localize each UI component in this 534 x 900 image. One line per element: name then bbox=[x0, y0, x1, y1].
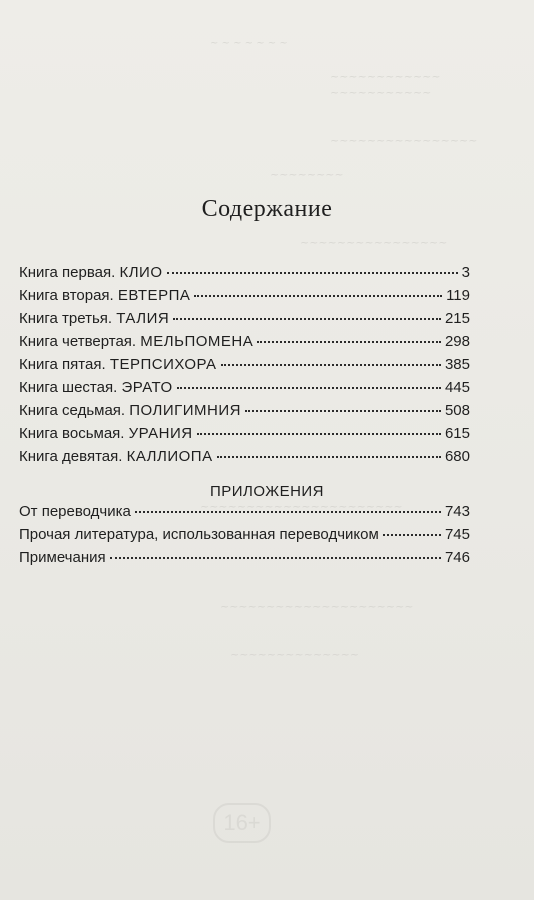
toc-page-number: 508 bbox=[444, 402, 470, 419]
toc-entry-book-7[interactable] bbox=[19, 402, 470, 425]
toc-page-number: 3 bbox=[461, 264, 470, 281]
dot-leader bbox=[257, 341, 441, 343]
appendix-heading: ПРИЛОЖЕНИЯ bbox=[209, 483, 325, 500]
dot-leader bbox=[221, 364, 441, 366]
toc-page-number: 615 bbox=[444, 425, 470, 442]
toc-entry-label: Книга девятая. КАЛЛИОПА bbox=[19, 448, 213, 465]
dot-leader bbox=[167, 272, 458, 274]
toc-page-number: 680 bbox=[444, 448, 470, 465]
toc-page-number: 385 bbox=[444, 356, 470, 373]
toc-entry-book-5[interactable] bbox=[19, 356, 470, 379]
page-title: Содержание bbox=[201, 196, 333, 222]
toc-entry-label: Книга вторая. ЕВТЕРПА bbox=[19, 287, 191, 304]
toc-entry-label: Книга первая. КЛИО bbox=[19, 264, 163, 281]
toc-entry-label: Книга шестая. ЭРАТО bbox=[19, 379, 173, 396]
dot-leader bbox=[197, 433, 441, 435]
toc-page-number: 298 bbox=[444, 333, 470, 350]
dot-leader bbox=[177, 387, 441, 389]
show-through-text: ~~~~~~~~~~~~~~~~ bbox=[300, 236, 448, 249]
toc-entry-notes[interactable] bbox=[19, 549, 470, 572]
show-through-text: ~~~~~~~~~~~~~~~~~~~~~ bbox=[220, 600, 414, 613]
toc-entry-book-1[interactable] bbox=[19, 264, 470, 287]
toc-entry-book-3[interactable] bbox=[19, 310, 470, 333]
dot-leader bbox=[245, 410, 441, 412]
show-through-text: ~~~~~~~~~~~~~~~~~~~~~~ bbox=[200, 500, 403, 513]
toc-entry-label: Книга пятая. ТЕРПСИХОРА bbox=[19, 356, 217, 373]
dot-leader bbox=[173, 318, 441, 320]
show-through-text: ~~~~~~~~ bbox=[270, 168, 344, 181]
toc-page-number: 445 bbox=[444, 379, 470, 396]
toc-entry-book-4[interactable] bbox=[19, 333, 470, 356]
toc-page-number: 119 bbox=[446, 287, 470, 304]
toc-page-number: 215 bbox=[444, 310, 470, 327]
toc-entry-other-literature[interactable] bbox=[19, 526, 470, 549]
show-through-text: ~~~~~~~~~~~~~~ bbox=[230, 648, 360, 661]
dot-leader bbox=[194, 295, 442, 297]
show-through-text: ~~~~~~~~~~~~ bbox=[330, 70, 441, 83]
toc-entry-translator-note[interactable] bbox=[19, 503, 470, 526]
toc-entry-label: Прочая литература, использованная переводчиком bbox=[19, 526, 379, 543]
toc-entry-book-9[interactable] bbox=[19, 448, 470, 471]
dot-leader bbox=[383, 534, 441, 536]
show-through-text: ~ ~ ~ ~ ~ ~ ~ bbox=[210, 38, 288, 49]
toc-entry-label: Книга третья. ТАЛИЯ bbox=[19, 310, 170, 327]
show-through-text: ~~~~~~~~~~~~~~~~ bbox=[330, 134, 478, 147]
toc-entry-label: Книга восьмая. УРАНИЯ bbox=[19, 425, 193, 442]
toc-entry-book-6[interactable] bbox=[19, 379, 470, 402]
dot-leader bbox=[110, 557, 441, 559]
toc-page-number: 743 bbox=[444, 503, 470, 520]
toc-page-number: 745 bbox=[444, 526, 470, 543]
appendix-list bbox=[19, 503, 470, 572]
toc-entry-label: Книга четвертая. МЕЛЬПОМЕНА bbox=[19, 333, 254, 350]
table-of-contents bbox=[19, 264, 470, 471]
age-rating-badge: 16+ bbox=[213, 803, 271, 843]
dot-leader bbox=[135, 511, 441, 513]
dot-leader bbox=[217, 456, 441, 458]
toc-entry-book-2[interactable] bbox=[19, 287, 470, 310]
toc-entry-label: Примечания bbox=[19, 549, 106, 566]
toc-entry-label: Книга седьмая. ПОЛИГИМНИЯ bbox=[19, 402, 242, 419]
show-through-text: ~~~~~~~~~~~ bbox=[330, 86, 432, 99]
toc-page-number: 746 bbox=[444, 549, 470, 566]
toc-entry-book-8[interactable] bbox=[19, 425, 470, 448]
toc-entry-label: От переводчика bbox=[19, 503, 131, 520]
